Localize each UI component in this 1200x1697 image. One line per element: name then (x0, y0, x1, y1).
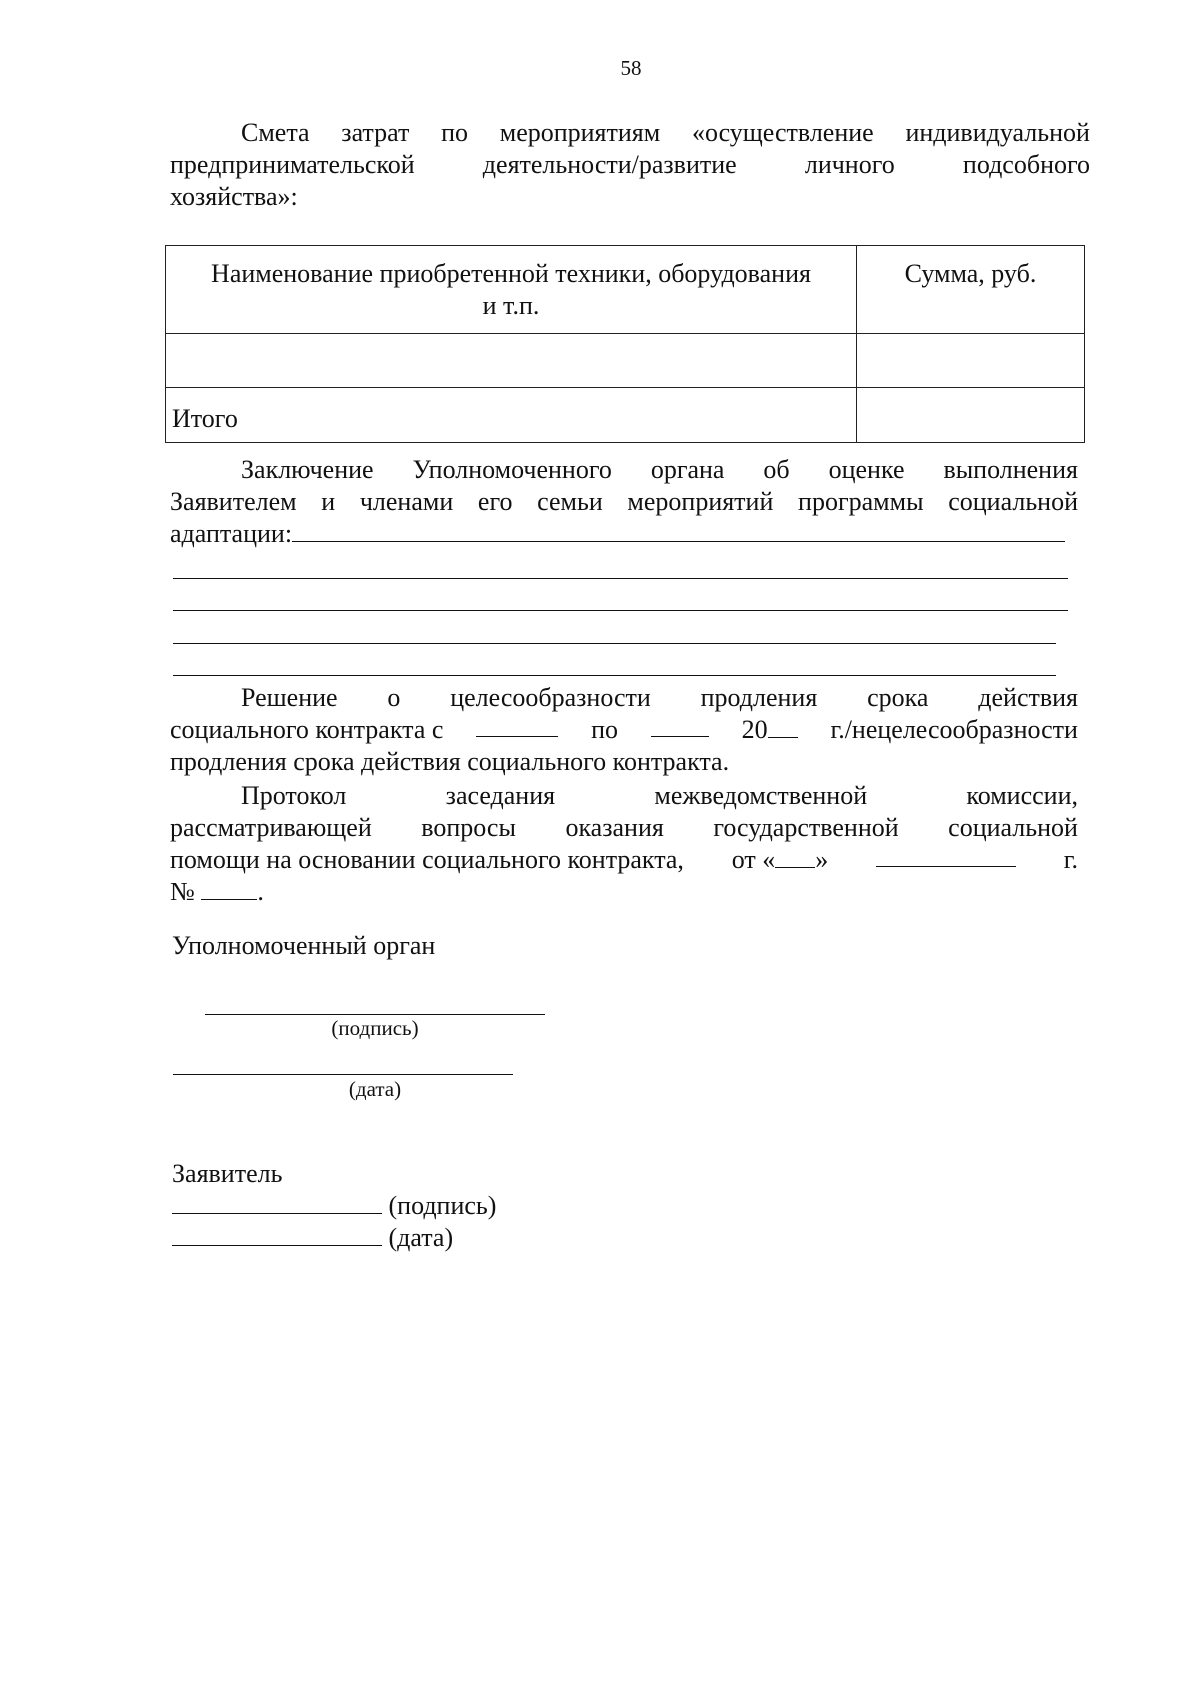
estimate-table (165, 245, 1085, 443)
protocol-line-1 (170, 780, 1078, 812)
decision-to-text: по (591, 715, 618, 744)
table-row (166, 334, 1085, 388)
word: Смета (241, 118, 310, 147)
authority-date-line[interactable] (173, 1074, 513, 1075)
authority-signature-line[interactable] (205, 1014, 545, 1015)
word: и (321, 487, 336, 516)
applicant-signature-blank[interactable] (172, 1191, 382, 1214)
estimate-intro-line-2 (170, 149, 1090, 181)
word: социальной (948, 813, 1078, 842)
word: программы (798, 487, 924, 516)
word: продления (700, 683, 818, 712)
word: оценке (828, 455, 905, 484)
protocol-basis-text: помощи на основании социального контракта, (170, 845, 684, 874)
conclusion-blank-inline[interactable] (292, 519, 1065, 542)
conclusion-blank-line-1[interactable] (173, 578, 1068, 579)
decision-year-blank[interactable] (768, 715, 798, 738)
authority-signature-caption: (подпись) (331, 1016, 419, 1040)
conclusion-paragraph (170, 454, 1078, 550)
word: по (441, 118, 468, 147)
decision-line-3: продления срока действия социального контракта. (170, 747, 730, 776)
word: рассматривающей (170, 813, 372, 842)
authority-date-caption: (дата) (348, 1077, 402, 1101)
protocol-year-suffix: г. (1063, 845, 1078, 874)
decision-not-expedient-text: г./нецелесообразности (830, 715, 1078, 744)
word: срока (867, 683, 929, 712)
protocol-line-3 (170, 844, 1078, 876)
estimate-intro-line-3: хозяйства»: (170, 182, 298, 211)
word: «осуществление (691, 118, 874, 147)
conclusion-blank-line-4[interactable] (173, 675, 1056, 676)
decision-contract-text: социального контракта с (170, 715, 444, 744)
word: выполнения (943, 455, 1078, 484)
word: об (763, 455, 790, 484)
protocol-date-field (732, 844, 829, 876)
word: мероприятий (627, 487, 774, 516)
applicant-signature-label: (подпись) (388, 1191, 497, 1220)
word: подсобного (962, 150, 1090, 179)
authority-title: Уполномоченный орган (172, 931, 436, 960)
word: деятельности/развитие (482, 150, 737, 179)
word: предпринимательской (170, 150, 415, 179)
word: Протокол (241, 781, 347, 810)
protocol-day-blank[interactable] (775, 845, 815, 868)
word: Решение (241, 683, 338, 712)
table-header-row (166, 246, 1085, 334)
conclusion-line-2 (170, 486, 1078, 518)
word: Заключение (241, 455, 374, 484)
protocol-paragraph (170, 780, 1078, 908)
word: членами (359, 487, 454, 516)
decision-line-1 (170, 682, 1078, 714)
header-name-cell (166, 246, 857, 334)
total-label-cell: Итого (166, 388, 857, 443)
conclusion-blank-line-3[interactable] (173, 643, 1056, 644)
protocol-from-open: от « (731, 845, 776, 874)
word: заседания (445, 781, 556, 810)
decision-year-prefix: 20 (741, 715, 768, 744)
word: личного (804, 150, 895, 179)
word: его (477, 487, 513, 516)
protocol-number-blank[interactable] (201, 877, 257, 900)
header-name-line-1: Наименование приобретенной техники, оборудования (211, 259, 811, 288)
word: мероприятиям (499, 118, 661, 147)
word: межведомственной (654, 781, 868, 810)
protocol-number-dot: . (257, 877, 264, 906)
conclusion-line-1 (170, 454, 1078, 486)
protocol-line-4 (170, 876, 1078, 908)
protocol-number-sign: № (170, 877, 195, 906)
word: вопросы (421, 813, 516, 842)
conclusion-line-3 (170, 518, 1078, 550)
word: семьи (537, 487, 603, 516)
word: Уполномоченного (412, 455, 612, 484)
applicant-date-blank[interactable] (172, 1223, 382, 1246)
total-row (166, 388, 1085, 443)
header-name-line-2: и т.п. (482, 291, 540, 320)
protocol-quote-close: » (815, 845, 829, 874)
decision-year-field (742, 714, 798, 746)
decision-line-2 (170, 714, 1078, 746)
word: действия (978, 683, 1078, 712)
word: комиссии, (966, 781, 1078, 810)
applicant-date-row (172, 1222, 453, 1254)
estimate-intro (170, 117, 1090, 213)
word: государственной (713, 813, 899, 842)
applicant-title: Заявитель (172, 1159, 283, 1188)
word: Заявителем (170, 487, 297, 516)
decision-from-date-blank[interactable] (476, 714, 558, 737)
conclusion-label: адаптации: (170, 519, 293, 548)
protocol-line-2 (170, 812, 1078, 844)
word: индивидуальной (905, 118, 1090, 147)
total-sum-cell[interactable] (857, 388, 1085, 443)
word: органа (650, 455, 725, 484)
estimate-intro-line-1 (170, 117, 1090, 149)
applicant-date-label: (дата) (388, 1223, 454, 1252)
word: социальной (948, 487, 1078, 516)
word: о (387, 683, 401, 712)
word: целесообразности (450, 683, 651, 712)
protocol-month-blank[interactable] (876, 844, 1016, 867)
word: оказания (565, 813, 664, 842)
header-sum-cell: Сумма, руб. (857, 246, 1085, 334)
item-sum-cell[interactable] (857, 334, 1085, 388)
item-name-cell[interactable] (166, 334, 857, 388)
conclusion-blank-line-2[interactable] (173, 610, 1068, 611)
page-number: 58 (620, 56, 642, 80)
word: затрат (341, 118, 410, 147)
applicant-signature-row (172, 1190, 496, 1222)
decision-paragraph (170, 682, 1078, 778)
decision-to-date-blank[interactable] (651, 714, 709, 737)
